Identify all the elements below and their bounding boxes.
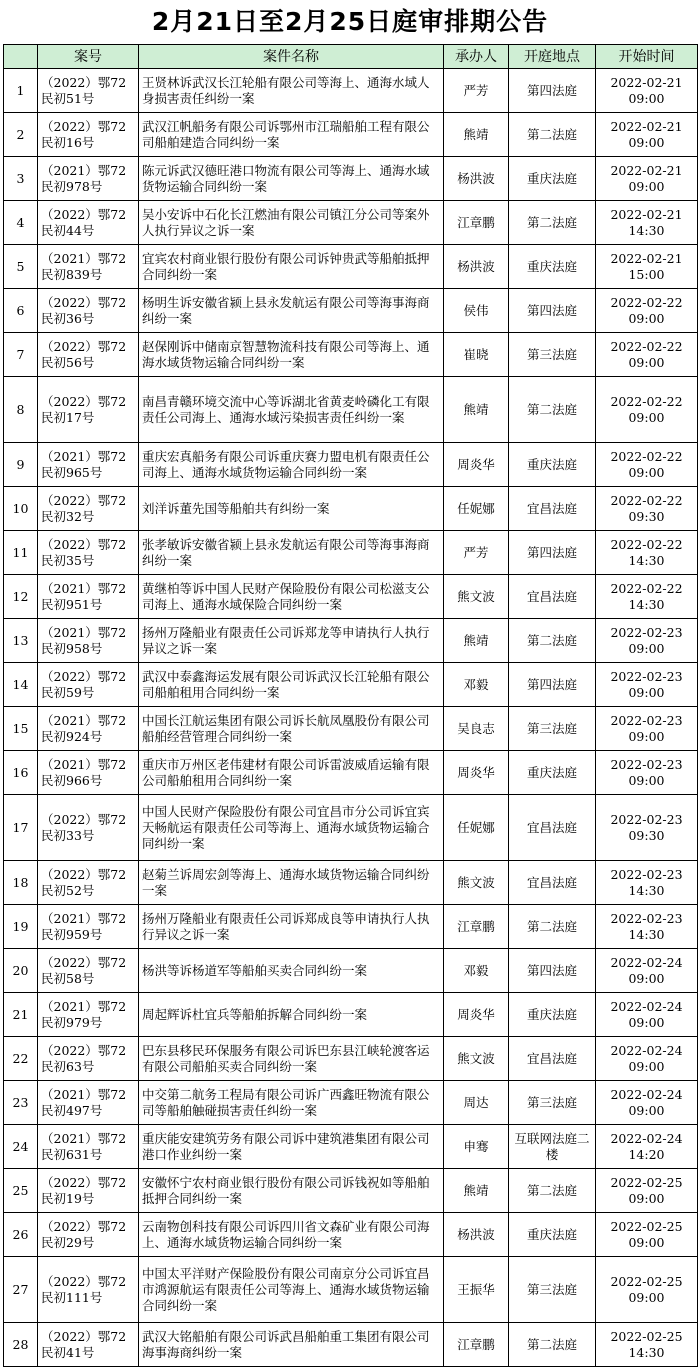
case-name: 扬州万隆船业有限责任公司诉郑成良等申请执行人执行异议之诉一案: [139, 905, 444, 949]
case-name: 杨明生诉安徽省颍上县永发航运有限公司等海事海商纠纷一案: [139, 289, 444, 333]
row-index: 20: [4, 949, 38, 993]
court-location: 宜昌法庭: [509, 487, 596, 531]
court-location: 重庆法庭: [509, 443, 596, 487]
start-time: [596, 1081, 698, 1125]
table-row: [4, 487, 698, 531]
case-name: 宜宾农村商业银行股份有限公司诉钟贵武等船舶抵押合同纠纷一案: [139, 245, 444, 289]
case-name: 安徽怀宁农村商业银行股份有限公司诉钱祝如等船舶抵押合同纠纷一案: [139, 1169, 444, 1213]
start-time: [596, 751, 698, 795]
table-row: [4, 619, 698, 663]
case-name: 扬州万隆船业有限责任公司诉郑龙等申请执行人执行异议之诉一案: [139, 619, 444, 663]
case-name: 张孝敏诉安徽省颍上县永发航运有限公司等海事海商纠纷一案: [139, 531, 444, 575]
start-date: 2022-02-22: [610, 580, 683, 596]
court-location: 宜昌法庭: [509, 1037, 596, 1081]
start-clock: 14:30: [628, 596, 665, 612]
court-location: 第三法庭: [509, 333, 596, 377]
start-date: 2022-02-22: [610, 338, 683, 354]
judge-name: 熊文波: [444, 1037, 509, 1081]
judge-name: 崔晓: [444, 333, 509, 377]
start-date: 2022-02-22: [610, 492, 683, 508]
court-location: 互联网法庭二楼: [509, 1125, 596, 1169]
judge-name: 邓毅: [444, 663, 509, 707]
start-date: 2022-02-23: [610, 811, 683, 827]
court-location: 第四法庭: [509, 663, 596, 707]
case-name: 中国长江航运集团有限公司诉长航凤凰股份有限公司船舶经营管理合同纠纷一案: [139, 707, 444, 751]
judge-name: 杨洪波: [444, 245, 509, 289]
judge-name: 申骞: [444, 1125, 509, 1169]
court-location: 第四法庭: [509, 69, 596, 113]
judge-name: 邓毅: [444, 949, 509, 993]
table-row: [4, 1213, 698, 1257]
start-date: 2022-02-23: [610, 756, 683, 772]
judge-name: 杨洪波: [444, 157, 509, 201]
start-time: [596, 1323, 698, 1367]
case-number: （2021）鄂72民初978号: [38, 157, 139, 201]
case-number: （2022）鄂72民初29号: [38, 1213, 139, 1257]
judge-name: 周炎华: [444, 751, 509, 795]
row-index: 18: [4, 861, 38, 905]
start-time: [596, 575, 698, 619]
start-date: 2022-02-25: [610, 1174, 683, 1190]
court-location: 第二法庭: [509, 113, 596, 157]
start-date: 2022-02-24: [610, 1086, 683, 1102]
header-case-number: 案号: [38, 45, 139, 69]
court-location: 重庆法庭: [509, 993, 596, 1037]
case-name: 南昌青赣环境交流中心等诉湖北省黄麦岭磷化工有限责任公司海上、通海水域污染损害责任纠纷一案: [139, 377, 444, 443]
start-time: [596, 69, 698, 113]
start-date: 2022-02-25: [610, 1273, 683, 1289]
start-clock: 09:00: [628, 772, 665, 788]
case-number: （2022）鄂72民初59号: [38, 663, 139, 707]
case-number: （2022）鄂72民初56号: [38, 333, 139, 377]
start-clock: 09:00: [628, 1014, 665, 1030]
court-location: 宜昌法庭: [509, 861, 596, 905]
start-time: [596, 619, 698, 663]
start-clock: 09:30: [628, 508, 665, 524]
judge-name: 周炎华: [444, 443, 509, 487]
judge-name: 周达: [444, 1081, 509, 1125]
row-index: 14: [4, 663, 38, 707]
court-location: 第二法庭: [509, 201, 596, 245]
judge-name: 熊靖: [444, 113, 509, 157]
start-date: 2022-02-24: [610, 998, 683, 1014]
table-row: [4, 245, 698, 289]
case-name: 王贤林诉武汉长江轮船有限公司等海上、通海水域人身损害责任纠纷一案: [139, 69, 444, 113]
table-row: [4, 1257, 698, 1323]
start-time: [596, 707, 698, 751]
judge-name: 杨洪波: [444, 1213, 509, 1257]
court-location: 第三法庭: [509, 1081, 596, 1125]
judge-name: 熊靖: [444, 1169, 509, 1213]
case-number: （2022）鄂72民初41号: [38, 1323, 139, 1367]
start-date: 2022-02-21: [610, 206, 683, 222]
case-number: （2021）鄂72民初839号: [38, 245, 139, 289]
row-index: 10: [4, 487, 38, 531]
case-name: 赵保刚诉中储南京智慧物流科技有限公司等海上、通海水域货物运输合同纠纷一案: [139, 333, 444, 377]
case-name: 武汉江帆船务有限公司诉鄂州市江瑞船舶工程有限公司船舶建造合同纠纷一案: [139, 113, 444, 157]
case-number: （2021）鄂72民初966号: [38, 751, 139, 795]
table-row: [4, 69, 698, 113]
case-name: 周起辉诉杜宜兵等船舶拆解合同纠纷一案: [139, 993, 444, 1037]
table-row: [4, 663, 698, 707]
start-date: 2022-02-23: [610, 910, 683, 926]
start-clock: 09:00: [628, 354, 665, 370]
start-time: [596, 157, 698, 201]
start-clock: 09:00: [628, 310, 665, 326]
start-time: [596, 949, 698, 993]
case-number: （2021）鄂72民初959号: [38, 905, 139, 949]
start-date: 2022-02-22: [610, 448, 683, 464]
start-clock: 09:00: [628, 464, 665, 480]
row-index: 1: [4, 69, 38, 113]
case-number: （2021）鄂72民初979号: [38, 993, 139, 1037]
header-judge: 承办人: [444, 45, 509, 69]
case-number: （2022）鄂72民初32号: [38, 487, 139, 531]
start-time: [596, 663, 698, 707]
table-row: [4, 1037, 698, 1081]
judge-name: 江章鹏: [444, 201, 509, 245]
start-time: [596, 487, 698, 531]
start-clock: 14:20: [628, 1146, 665, 1162]
table-row: [4, 289, 698, 333]
page-title: 2月21日至2月25日庭审排期公告: [151, 7, 549, 36]
case-name: 重庆能安建筑劳务有限公司诉中建筑港集团有限公司港口作业纠纷一案: [139, 1125, 444, 1169]
start-clock: 14:30: [628, 222, 665, 238]
start-time: [596, 289, 698, 333]
table-row: [4, 157, 698, 201]
judge-name: 严芳: [444, 531, 509, 575]
case-number: （2022）鄂72民初36号: [38, 289, 139, 333]
start-date: 2022-02-22: [610, 393, 683, 409]
start-clock: 09:30: [628, 827, 665, 843]
start-clock: 14:30: [628, 926, 665, 942]
judge-name: 江章鹏: [444, 1323, 509, 1367]
start-clock: 09:00: [628, 134, 665, 150]
court-location: 宜昌法庭: [509, 575, 596, 619]
start-date: 2022-02-25: [610, 1218, 683, 1234]
court-location: 重庆法庭: [509, 751, 596, 795]
case-number: （2021）鄂72民初631号: [38, 1125, 139, 1169]
table-row: [4, 113, 698, 157]
header-row: [4, 45, 698, 69]
court-location: 第二法庭: [509, 905, 596, 949]
row-index: 8: [4, 377, 38, 443]
table-row: [4, 949, 698, 993]
row-index: 12: [4, 575, 38, 619]
start-date: 2022-02-24: [610, 954, 683, 970]
case-number: （2022）鄂72民初16号: [38, 113, 139, 157]
court-location: 第三法庭: [509, 707, 596, 751]
table-row: [4, 575, 698, 619]
table-row: [4, 531, 698, 575]
row-index: 4: [4, 201, 38, 245]
case-number: （2022）鄂72民初52号: [38, 861, 139, 905]
table-row: [4, 751, 698, 795]
case-name: 吴小安诉中石化长江燃油有限公司镇江分公司等案外人执行异议之诉一案: [139, 201, 444, 245]
start-date: 2022-02-21: [610, 118, 683, 134]
start-time: [596, 795, 698, 861]
case-number: （2022）鄂72民初63号: [38, 1037, 139, 1081]
row-index: 6: [4, 289, 38, 333]
court-location: 第三法庭: [509, 1257, 596, 1323]
row-index: 11: [4, 531, 38, 575]
judge-name: 熊靖: [444, 377, 509, 443]
header-start-time: 开始时间: [596, 45, 698, 69]
table-row: [4, 795, 698, 861]
start-date: 2022-02-23: [610, 624, 683, 640]
case-name: 云南物创科技有限公司诉四川省文森矿业有限公司海上、通海水域货物运输合同纠纷一案: [139, 1213, 444, 1257]
start-date: 2022-02-21: [610, 250, 683, 266]
table-row: [4, 1081, 698, 1125]
start-clock: 09:00: [628, 1190, 665, 1206]
start-time: [596, 201, 698, 245]
case-number: （2022）鄂72民初35号: [38, 531, 139, 575]
row-index: 5: [4, 245, 38, 289]
case-name: 中国太平洋财产保险股份有限公司南京分公司诉宜昌市鸿源航运有限责任公司等海上、通海水域货物运输合同纠纷一案: [139, 1257, 444, 1323]
table-row: [4, 905, 698, 949]
table-row: [4, 377, 698, 443]
row-index: 27: [4, 1257, 38, 1323]
court-location: 第二法庭: [509, 619, 596, 663]
start-date: 2022-02-22: [610, 294, 683, 310]
start-time: [596, 1125, 698, 1169]
start-clock: 14:30: [628, 552, 665, 568]
start-clock: 09:00: [628, 409, 665, 425]
judge-name: 吴良志: [444, 707, 509, 751]
court-location: 重庆法庭: [509, 157, 596, 201]
judge-name: 熊文波: [444, 861, 509, 905]
case-name: 中交第二航务工程局有限公司诉广西鑫旺物流有限公司等船舶触碰损害责任纠纷一案: [139, 1081, 444, 1125]
row-index: 13: [4, 619, 38, 663]
start-time: [596, 531, 698, 575]
row-index: 17: [4, 795, 38, 861]
judge-name: 严芳: [444, 69, 509, 113]
start-clock: 09:00: [628, 728, 665, 744]
start-date: 2022-02-24: [610, 1042, 683, 1058]
case-name: 黄继柏等诉中国人民财产保险股份有限公司松滋支公司海上、通海水域保险合同纠纷一案: [139, 575, 444, 619]
start-clock: 09:00: [628, 90, 665, 106]
judge-name: 江章鹏: [444, 905, 509, 949]
row-index: 24: [4, 1125, 38, 1169]
case-name: 巴东县移民环保服务有限公司诉巴东县江峡轮渡客运有限公司船舶买卖合同纠纷一案: [139, 1037, 444, 1081]
case-name: 武汉中泰鑫海运发展有限公司诉武汉长江轮船有限公司船舶租用合同纠纷一案: [139, 663, 444, 707]
court-location: 第四法庭: [509, 949, 596, 993]
start-time: [596, 245, 698, 289]
case-number: （2021）鄂72民初965号: [38, 443, 139, 487]
judge-name: 周炎华: [444, 993, 509, 1037]
start-date: 2022-02-24: [610, 1130, 683, 1146]
header-case-name: 案件名称: [139, 45, 444, 69]
table-row: [4, 201, 698, 245]
case-name: 重庆宏真船务有限公司诉重庆赛力盟电机有限责任公司海上、通海水域货物运输合同纠纷一案: [139, 443, 444, 487]
row-index: 28: [4, 1323, 38, 1367]
table-row: [4, 1169, 698, 1213]
case-number: （2022）鄂72民初111号: [38, 1257, 139, 1323]
start-date: 2022-02-23: [610, 866, 683, 882]
start-time: [596, 1037, 698, 1081]
row-index: 15: [4, 707, 38, 751]
start-clock: 09:00: [628, 1234, 665, 1250]
schedule-table: [3, 44, 698, 1367]
case-number: （2021）鄂72民初497号: [38, 1081, 139, 1125]
case-number: （2022）鄂72民初33号: [38, 795, 139, 861]
start-clock: 15:00: [628, 266, 665, 282]
case-number: （2021）鄂72民初951号: [38, 575, 139, 619]
start-date: 2022-02-21: [610, 74, 683, 90]
row-index: 3: [4, 157, 38, 201]
start-time: [596, 861, 698, 905]
start-time: [596, 333, 698, 377]
start-date: 2022-02-23: [610, 668, 683, 684]
start-clock: 09:00: [628, 1102, 665, 1118]
row-index: 2: [4, 113, 38, 157]
start-time: [596, 1213, 698, 1257]
court-location: 第二法庭: [509, 1323, 596, 1367]
court-location: 重庆法庭: [509, 245, 596, 289]
start-date: 2022-02-21: [610, 162, 683, 178]
start-clock: 09:00: [628, 178, 665, 194]
start-clock: 09:00: [628, 1058, 665, 1074]
case-number: （2021）鄂72民初958号: [38, 619, 139, 663]
row-index: 23: [4, 1081, 38, 1125]
case-name: 中国人民财产保险股份有限公司宜昌市分公司诉宜宾天畅航运有限责任公司等海上、通海水域货物运输合同纠纷一案: [139, 795, 444, 861]
start-clock: 09:00: [628, 640, 665, 656]
judge-name: 熊文波: [444, 575, 509, 619]
start-clock: 09:00: [628, 970, 665, 986]
start-clock: 09:00: [628, 684, 665, 700]
table-row: [4, 333, 698, 377]
case-number: （2022）鄂72民初17号: [38, 377, 139, 443]
start-clock: 09:00: [628, 1289, 665, 1305]
judge-name: 任妮娜: [444, 487, 509, 531]
judge-name: 熊靖: [444, 619, 509, 663]
case-name: 刘洋诉董先国等船舶共有纠纷一案: [139, 487, 444, 531]
case-name: 杨洪等诉杨道军等船舶买卖合同纠纷一案: [139, 949, 444, 993]
court-location: 第二法庭: [509, 377, 596, 443]
case-number: （2022）鄂72民初58号: [38, 949, 139, 993]
case-number: （2021）鄂72民初924号: [38, 707, 139, 751]
judge-name: 侯伟: [444, 289, 509, 333]
row-index: 9: [4, 443, 38, 487]
start-time: [596, 993, 698, 1037]
header-index: [4, 45, 38, 69]
start-date: 2022-02-22: [610, 536, 683, 552]
start-time: [596, 1257, 698, 1323]
start-clock: 14:30: [628, 882, 665, 898]
start-clock: 14:30: [628, 1344, 665, 1360]
start-time: [596, 377, 698, 443]
start-time: [596, 905, 698, 949]
table-row: [4, 1323, 698, 1367]
row-index: 25: [4, 1169, 38, 1213]
start-time: [596, 113, 698, 157]
court-location: 第二法庭: [509, 1169, 596, 1213]
start-time: [596, 1169, 698, 1213]
table-row: [4, 1125, 698, 1169]
table-row: [4, 443, 698, 487]
court-location: 第四法庭: [509, 531, 596, 575]
court-location: 重庆法庭: [509, 1213, 596, 1257]
start-time: [596, 443, 698, 487]
row-index: 16: [4, 751, 38, 795]
table-row: [4, 707, 698, 751]
judge-name: 任妮娜: [444, 795, 509, 861]
case-number: （2022）鄂72民初44号: [38, 201, 139, 245]
header-court-location: 开庭地点: [509, 45, 596, 69]
case-name: 赵菊兰诉周宏剑等海上、通海水域货物运输合同纠纷一案: [139, 861, 444, 905]
row-index: 19: [4, 905, 38, 949]
row-index: 26: [4, 1213, 38, 1257]
start-date: 2022-02-23: [610, 712, 683, 728]
table-row: [4, 861, 698, 905]
table-row: [4, 993, 698, 1037]
row-index: 22: [4, 1037, 38, 1081]
row-index: 7: [4, 333, 38, 377]
court-location: 宜昌法庭: [509, 795, 596, 861]
case-name: 陈元诉武汉德旺港口物流有限公司等海上、通海水域货物运输合同纠纷一案: [139, 157, 444, 201]
case-name: 重庆市万州区老伟建材有限公司诉雷波威盾运输有限公司船舶租用合同纠纷一案: [139, 751, 444, 795]
start-date: 2022-02-25: [610, 1328, 683, 1344]
court-location: 第四法庭: [509, 289, 596, 333]
case-name: 武汉大铭船舶有限公司诉武昌船舶重工集团有限公司海事海商纠纷一案: [139, 1323, 444, 1367]
case-number: （2022）鄂72民初19号: [38, 1169, 139, 1213]
judge-name: 王振华: [444, 1257, 509, 1323]
row-index: 21: [4, 993, 38, 1037]
case-number: （2022）鄂72民初51号: [38, 69, 139, 113]
